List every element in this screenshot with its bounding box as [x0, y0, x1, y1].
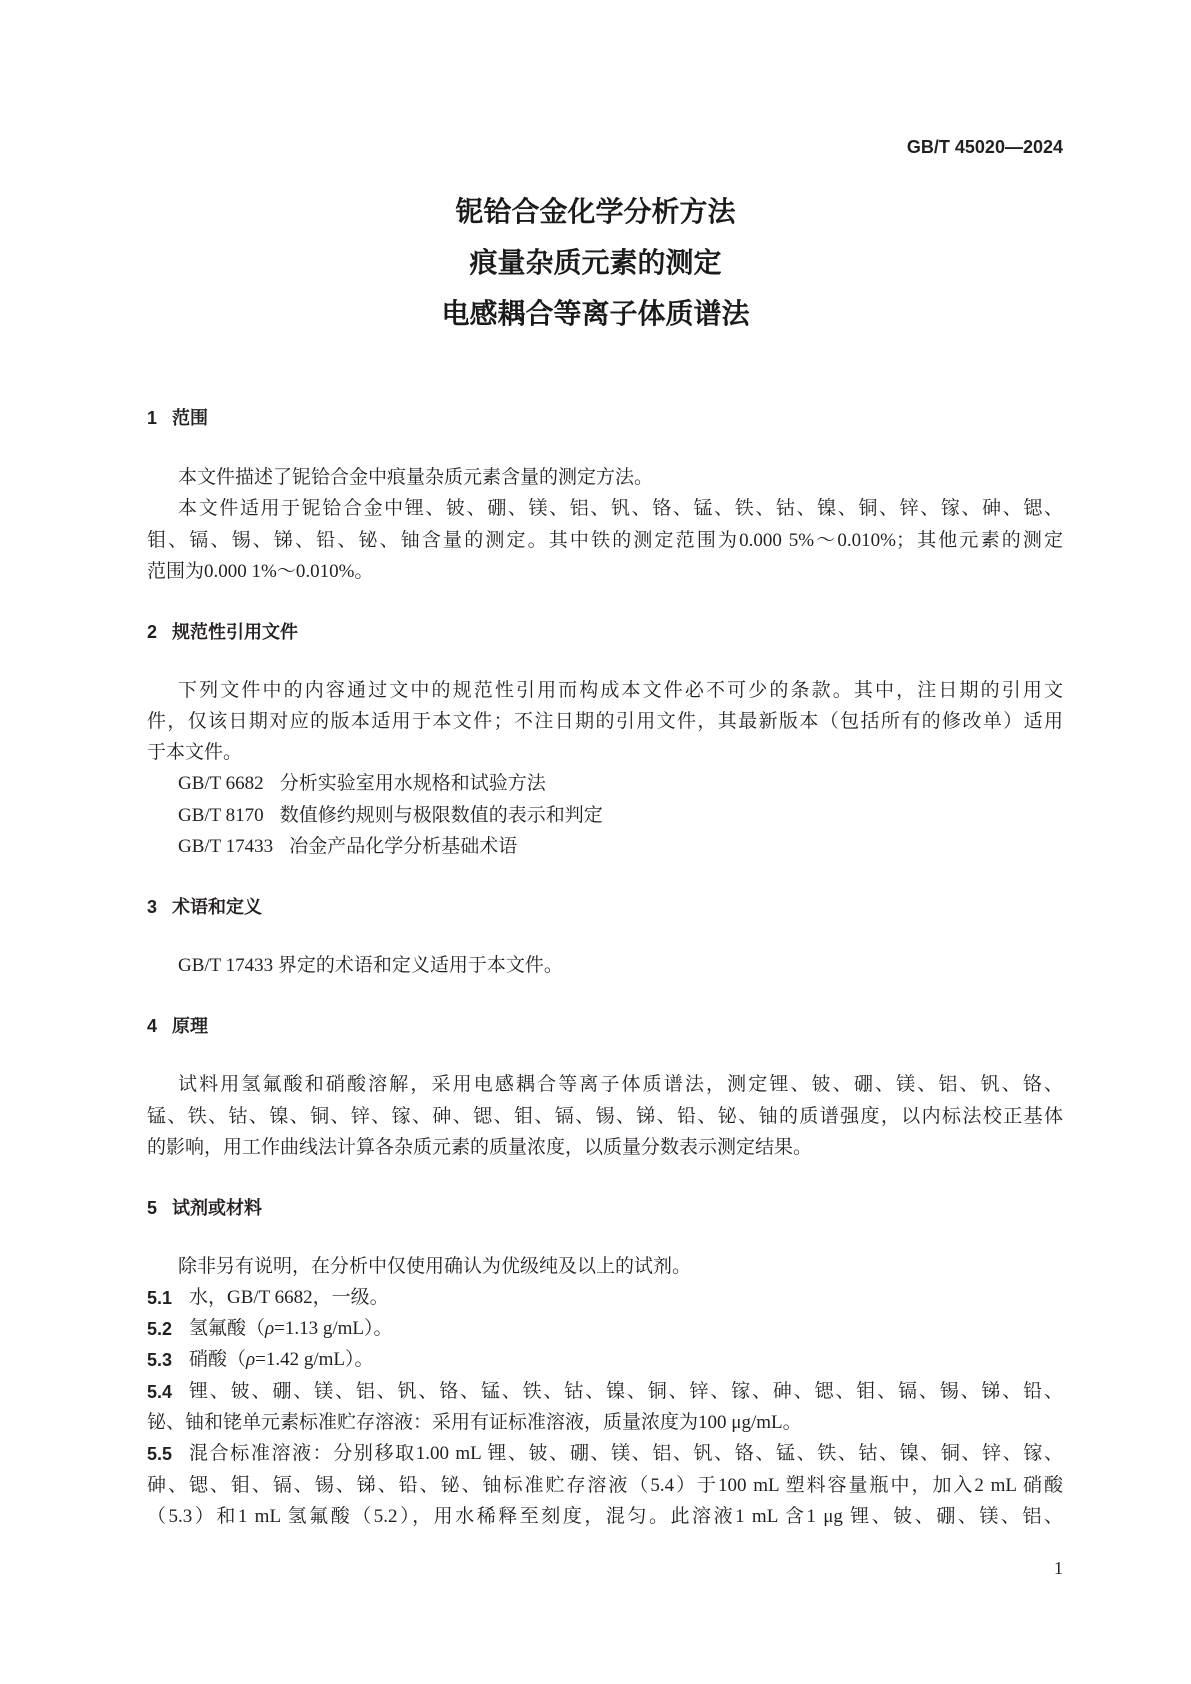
section-2-number: 2	[147, 622, 158, 642]
reference-code: GB/T 8170	[178, 805, 264, 826]
item-number: 5.3	[147, 1350, 173, 1370]
item-5-2-text	[189, 1316, 1063, 1342]
item-5-5-line-2: 砷、锶、钼、镉、锡、锑、铅、铋、铀标准贮存溶液（5.4）于100 mL 塑料容量瓶中，加入2 mL 硝酸	[147, 1475, 1063, 1496]
item-number: 5.2	[147, 1319, 173, 1339]
reference-code: GB/T 6682	[178, 773, 264, 794]
document-title-line-3: 电感耦合等离子体质谱法	[441, 298, 750, 329]
section-2-title: 规范性引用文件	[172, 622, 298, 642]
section-1-paragraph-1: 本文件描述了铌铪合金中痕量杂质元素含量的测定方法。	[178, 467, 654, 488]
standard-code-header: GB/T 45020—2024	[906, 137, 1063, 157]
item-number: 5.1	[147, 1288, 173, 1308]
density-symbol: ρ	[265, 1318, 275, 1339]
section-4-paragraph-line-1: 试料用氢氟酸和硝酸溶解，采用电感耦合等离子体质谱法，测定锂、铍、硼、镁、铝、钒、铬、	[178, 1074, 1063, 1095]
section-1-paragraph-2-line-2: 钼、镉、锡、锑、铅、铋、铀含量的测定。其中铁的测定范围为0.000 5%～0.010%；其他元素的测定	[147, 530, 1063, 551]
reference-item	[178, 803, 1063, 829]
section-2-paragraph-line-1: 下列文件中的内容通过文中的规范性引用而构成本文件必不可少的条款。其中，注日期的引用文	[178, 680, 1063, 701]
item-5-4-line-1: 锂、铍、硼、镁、铝、钒、铬、锰、铁、钴、镍、铜、锌、镓、砷、锶、钼、镉、锡、锑、铅、	[189, 1381, 1063, 1402]
reference-title: 数值修约规则与极限数值的表示和判定	[279, 805, 603, 826]
reference-title: 分析实验室用水规格和试验方法	[279, 773, 546, 794]
item-5-3-text	[189, 1347, 1063, 1373]
reference-item	[178, 771, 1063, 797]
reference-item	[178, 834, 1063, 860]
density-symbol: ρ	[246, 1349, 256, 1370]
reference-title: 冶金产品化学分析基础术语	[289, 836, 518, 857]
section-3-title: 术语和定义	[172, 897, 262, 917]
section-1-paragraph-2-line-1: 本文件适用于铌铪合金中锂、铍、硼、镁、铝、钒、铬、锰、铁、钴、镍、铜、锌、镓、砷、锶、	[178, 498, 1063, 519]
item-5-5-line-3: （5.3）和1 mL 氢氟酸（5.2），用水稀释至刻度，混匀。此溶液1 mL 含1 μg 锂、铍、硼、镁、铝、	[147, 1506, 1063, 1527]
item-number: 5.5	[147, 1444, 173, 1464]
item-5-1-text: 水，GB/T 6682，一级。	[189, 1287, 389, 1308]
item-text-suffix: =1.42 g/mL）。	[255, 1349, 374, 1370]
section-5-number: 5	[147, 1198, 158, 1218]
item-text-suffix: =1.13 g/mL）。	[274, 1318, 393, 1339]
section-5-title: 试剂或材料	[172, 1198, 262, 1218]
section-4-title: 原理	[172, 1016, 208, 1036]
section-3-paragraph: GB/T 17433 界定的术语和定义适用于本文件。	[178, 955, 563, 976]
document-title-line-1: 铌铪合金化学分析方法	[455, 196, 736, 227]
item-text-prefix: 硝酸（	[189, 1349, 247, 1370]
reference-code: GB/T 17433	[178, 836, 274, 857]
item-5-4-line-2: 铋、铀和铑单元素标准贮存溶液：采用有证标准溶液，质量浓度为100 μg/mL。	[147, 1412, 802, 1433]
section-1-number: 1	[147, 408, 158, 428]
page-number: 1	[1054, 1558, 1063, 1578]
item-number: 5.4	[147, 1382, 173, 1402]
section-5-intro: 除非另有说明，在分析中仅使用确认为优级纯及以上的试剂。	[178, 1256, 692, 1277]
section-4-paragraph-line-2: 锰、铁、钴、镍、铜、锌、镓、砷、锶、钼、镉、锡、锑、铅、铋、铀的质谱强度，以内标法校正基体	[147, 1106, 1063, 1127]
section-1-paragraph-2-line-3: 范围为0.000 1%～0.010%。	[147, 561, 374, 582]
section-2-paragraph-line-2: 件，仅该日期对应的版本适用于本文件；不注日期的引用文件，其最新版本（包括所有的修改单）适用	[147, 711, 1063, 732]
section-2-paragraph-line-3: 于本文件。	[147, 742, 243, 763]
section-1-title: 范围	[172, 408, 208, 428]
item-text-prefix: 氢氟酸（	[189, 1318, 266, 1339]
item-5-5-line-1: 混合标准溶液：分别移取1.00 mL 锂、铍、硼、镁、铝、钒、铬、锰、铁、钴、镍、铜、锌、镓、	[189, 1443, 1063, 1464]
section-3-number: 3	[147, 897, 158, 917]
section-4-paragraph-line-3: 的影响，用工作曲线法计算各杂质元素的质量浓度，以质量分数表示测定结果。	[147, 1137, 813, 1158]
section-4-number: 4	[147, 1016, 158, 1036]
document-title-line-2: 痕量杂质元素的测定	[469, 247, 722, 278]
